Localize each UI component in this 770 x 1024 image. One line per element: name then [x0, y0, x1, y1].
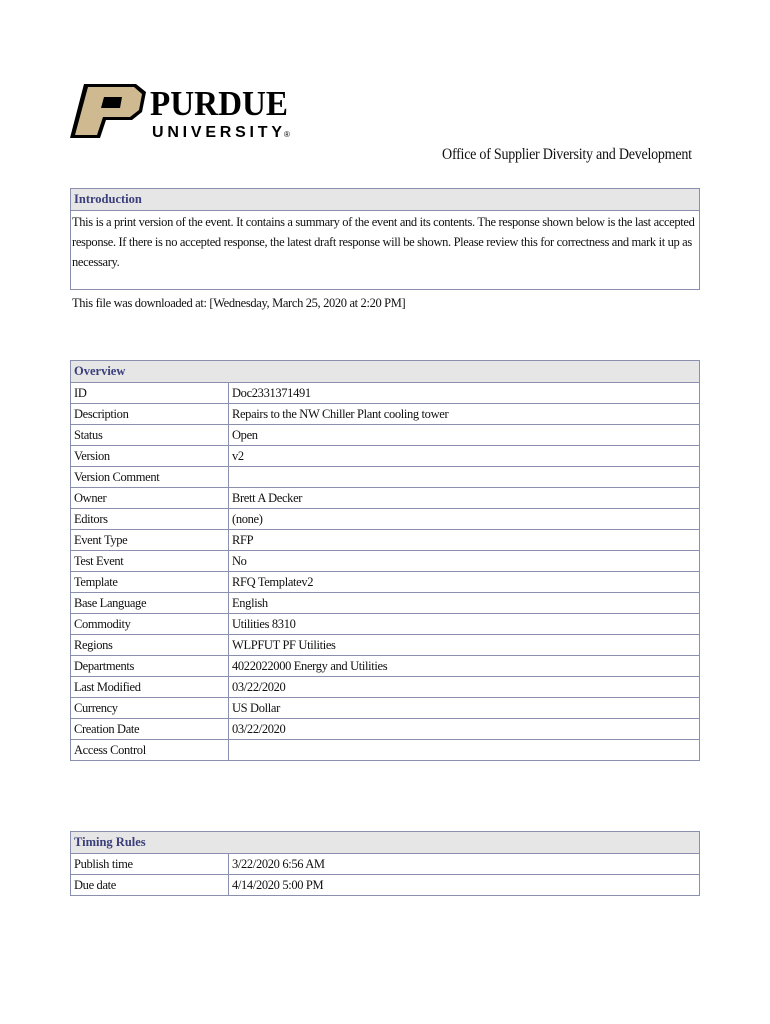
field-value: Brett A Decker: [229, 488, 700, 509]
field-value: Open: [229, 425, 700, 446]
table-row: [71, 593, 699, 614]
table-row: [71, 698, 699, 719]
table-row: [71, 446, 699, 467]
field-label: Status: [71, 425, 229, 446]
field-value: 03/22/2020: [229, 719, 700, 740]
overview-table: [71, 383, 699, 760]
field-label: Test Event: [71, 551, 229, 572]
field-value: [229, 740, 700, 761]
field-label: Owner: [71, 488, 229, 509]
timing-rules-table: [71, 854, 699, 895]
office-title: Office of Supplier Diversity and Development: [442, 146, 692, 163]
table-row: [71, 572, 699, 593]
field-value: Repairs to the NW Chiller Plant cooling tower: [229, 404, 700, 425]
field-value: RFQ Templatev2: [229, 572, 700, 593]
timing-rules-panel: [70, 831, 700, 896]
field-value: No: [229, 551, 700, 572]
field-value: [229, 467, 700, 488]
table-row: [71, 404, 699, 425]
overview-panel: [70, 360, 700, 761]
table-row: [71, 488, 699, 509]
field-value: 4/14/2020 5:00 PM: [229, 875, 700, 896]
introduction-text: This is a print version of the event. It contains a summary of the event and its contents. The response shown below is the last accepted response. If there is no accepted response, the latest draft response will be shown. Please review this for correctness and mark it up as necessary.: [72, 215, 695, 269]
field-label: ID: [71, 383, 229, 404]
table-row: [71, 530, 699, 551]
field-label: Last Modified: [71, 677, 229, 698]
field-value: 3/22/2020 6:56 AM: [232, 856, 325, 871]
field-value: English: [229, 593, 700, 614]
field-value: 03/22/2020: [229, 677, 700, 698]
logo-word-purdue: PURDUE: [150, 84, 288, 123]
table-row: [71, 551, 699, 572]
table-row: [71, 677, 699, 698]
field-label: Version: [71, 446, 229, 467]
table-row: [71, 656, 699, 677]
field-label: Event Type: [71, 530, 229, 551]
field-label: Regions: [71, 635, 229, 656]
field-label: Description: [71, 404, 229, 425]
field-label: Editors: [71, 509, 229, 530]
field-label: Currency: [71, 698, 229, 719]
table-row: [71, 719, 699, 740]
field-label: Access Control: [71, 740, 229, 761]
field-label: Creation Date: [71, 719, 229, 740]
purdue-logo: [70, 82, 300, 142]
field-value: US Dollar: [229, 698, 700, 719]
field-label: Base Language: [71, 593, 229, 614]
field-value: Utilities 8310: [229, 614, 700, 635]
introduction-panel: [70, 188, 700, 310]
field-value: v2: [229, 446, 700, 467]
table-row: [71, 635, 699, 656]
table-row: [71, 509, 699, 530]
field-label: Departments: [71, 656, 229, 677]
table-row: [71, 425, 699, 446]
field-value: Doc2331371491: [232, 385, 311, 400]
field-label: Template: [71, 572, 229, 593]
overview-heading: Overview: [71, 361, 699, 383]
table-row: [71, 467, 699, 488]
field-label: Publish time: [71, 854, 229, 875]
field-value: WLPFUT PF Utilities: [229, 635, 700, 656]
table-row: [71, 854, 699, 875]
field-value: 4022022000 Energy and Utilities: [229, 656, 700, 677]
field-label: Due date: [71, 875, 229, 896]
timing-rules-heading: Timing Rules: [71, 832, 699, 854]
table-row: [71, 614, 699, 635]
field-label: Commodity: [71, 614, 229, 635]
svg-text:®: ®: [284, 130, 290, 139]
logo-word-university: UNIVERSITY: [152, 124, 282, 141]
table-row: [71, 875, 699, 896]
introduction-heading: Introduction: [71, 189, 699, 211]
download-timestamp: This file was downloaded at: [Wednesday, March 25, 2020 at 2:20 PM]: [72, 296, 406, 310]
table-row: [71, 740, 699, 761]
field-value: RFP: [229, 530, 700, 551]
field-label: Version Comment: [71, 467, 229, 488]
field-value: (none): [229, 509, 700, 530]
table-row: [71, 383, 699, 404]
